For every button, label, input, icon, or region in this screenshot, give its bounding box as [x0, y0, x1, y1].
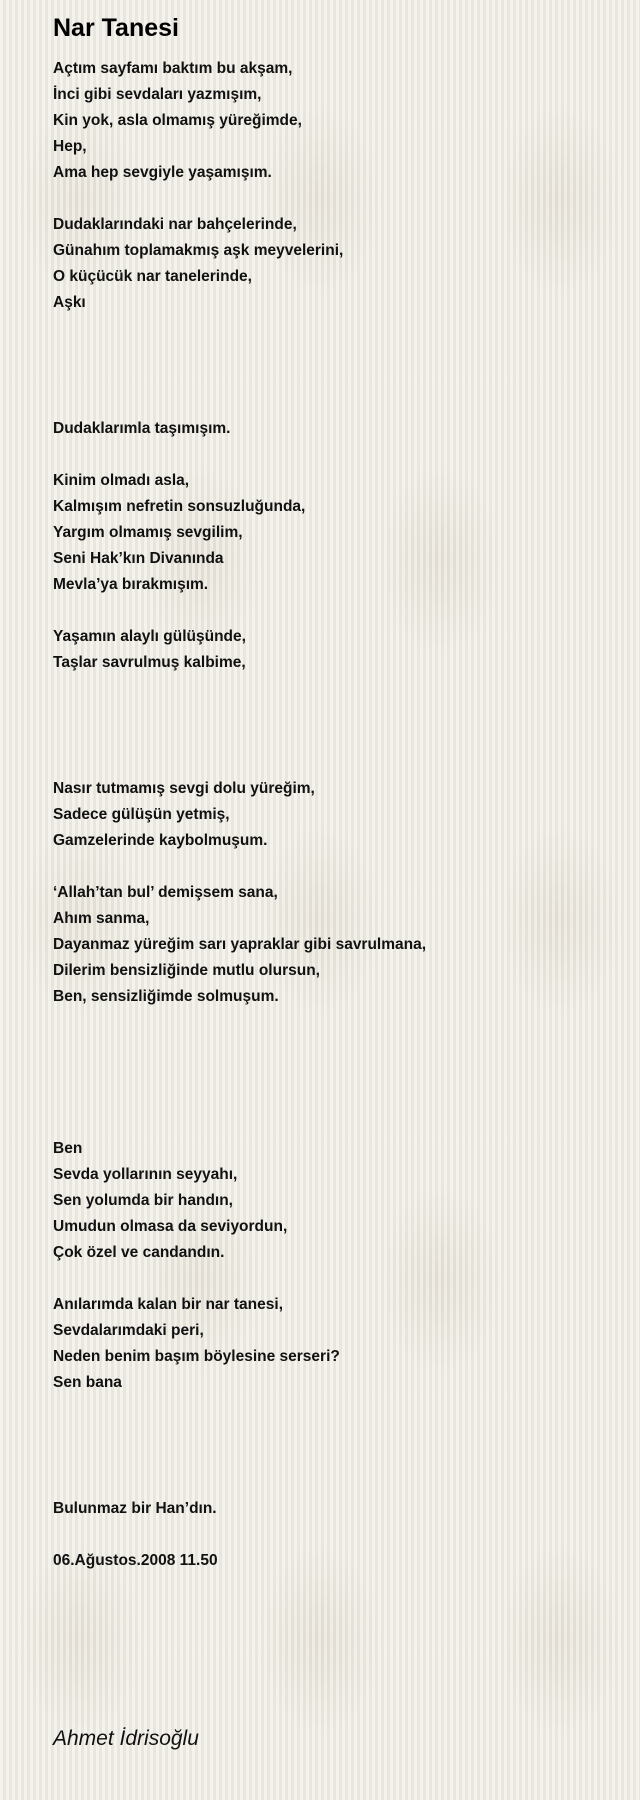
poem-line: Yargım olmamış sevgilim,: [53, 524, 243, 541]
stanza-gap: [53, 442, 613, 468]
stanza-gap: [53, 598, 613, 624]
stanza-4: [53, 468, 613, 598]
poem-line: İnci gibi sevdaları yazmışım,: [53, 86, 262, 103]
poem-title: Nar Tanesi: [53, 14, 179, 42]
poem-line: Hep,: [53, 138, 87, 155]
footer-gap: [53, 1574, 613, 1724]
poem-line: Neden benim başım böylesine serseri?: [53, 1348, 340, 1365]
poem-line: Dudaklarındaki nar bahçelerinde,: [53, 216, 297, 233]
stanza-10: [53, 1496, 613, 1522]
stanza-gap-large: [53, 1396, 613, 1496]
stanza-gap: [53, 1266, 613, 1292]
poem-line: Kinim olmadı asla,: [53, 472, 190, 489]
stanza-6: [53, 776, 613, 854]
poem-line: Kin yok, asla olmamış yüreğimde,: [53, 112, 302, 129]
poem-line: Sadece gülüşün yetmiş,: [53, 806, 230, 823]
poem-line: Sen yolumda bir handın,: [53, 1192, 233, 1209]
stanza-8: [53, 1136, 613, 1266]
poem-line: Yaşamın alaylı gülüşünde,: [53, 628, 246, 645]
poem-line: Mevla’ya bırakmışım.: [53, 576, 209, 593]
stanza-gap-large: [53, 316, 613, 416]
poem-line: Gamzelerinde kaybolmuşum.: [53, 832, 268, 849]
stanza-gap-large: [53, 1010, 613, 1136]
stanza-gap: [53, 186, 613, 212]
stanza-9: [53, 1292, 613, 1396]
poem-line: Taşlar savrulmuş kalbime,: [53, 654, 246, 671]
stanza-3: [53, 416, 613, 442]
poem-line: Nasır tutmamış sevgi dolu yüreğim,: [53, 780, 315, 797]
poem-date: [53, 1548, 613, 1574]
poem-line: Ahım sanma,: [53, 910, 150, 927]
poem-line: Dayanmaz yüreğim sarı yapraklar gibi savrulmana,: [53, 936, 427, 953]
stanza-2: [53, 212, 613, 316]
poem-line: Umudun olmasa da seviyordun,: [53, 1218, 288, 1235]
stanza-gap-large: [53, 676, 613, 776]
stanza-gap: [53, 1522, 613, 1548]
poem-line: Seni Hak’kın Divanında: [53, 550, 224, 567]
poem-page: [53, 0, 613, 1754]
poem-line: Dilerim bensizliğinde mutlu olursun,: [53, 962, 320, 979]
poem-line: Sevda yollarının seyyahı,: [53, 1166, 238, 1183]
poem-author: Ahmet İdrisoğlu: [53, 1727, 199, 1750]
poem-line: Dudaklarımla taşımışım.: [53, 420, 231, 437]
stanza-7: [53, 880, 613, 1010]
poem-line: Ama hep sevgiyle yaşamışım.: [53, 164, 272, 181]
stanza-1: [53, 56, 613, 186]
poem-line: Sevdalarımdaki peri,: [53, 1322, 204, 1339]
poem-line: Kalmışım nefretin sonsuzluğunda,: [53, 498, 306, 515]
poem-line: ‘Allah’tan bul’ demişsem sana,: [53, 884, 278, 901]
poem-line: Ben: [53, 1140, 83, 1157]
poem-line: Anılarımda kalan bir nar tanesi,: [53, 1296, 283, 1313]
stanza-gap: [53, 854, 613, 880]
stanza-5: [53, 624, 613, 676]
poem-line: Bulunmaz bir Han’dın.: [53, 1500, 217, 1517]
poem-line: O küçücük nar tanelerinde,: [53, 268, 252, 285]
poem-line: Aşkı: [53, 294, 86, 311]
poem-line: Çok özel ve candandın.: [53, 1244, 225, 1261]
poem-line: Günahım toplamakmış aşk meyvelerini,: [53, 242, 344, 259]
poem-line: Ben, sensizliğimde solmuşum.: [53, 988, 279, 1005]
poem-date-line: 06.Ağustos.2008 11.50: [53, 1552, 218, 1569]
poem-line: Açtım sayfamı baktım bu akşam,: [53, 60, 293, 77]
poem-line: Sen bana: [53, 1374, 122, 1391]
